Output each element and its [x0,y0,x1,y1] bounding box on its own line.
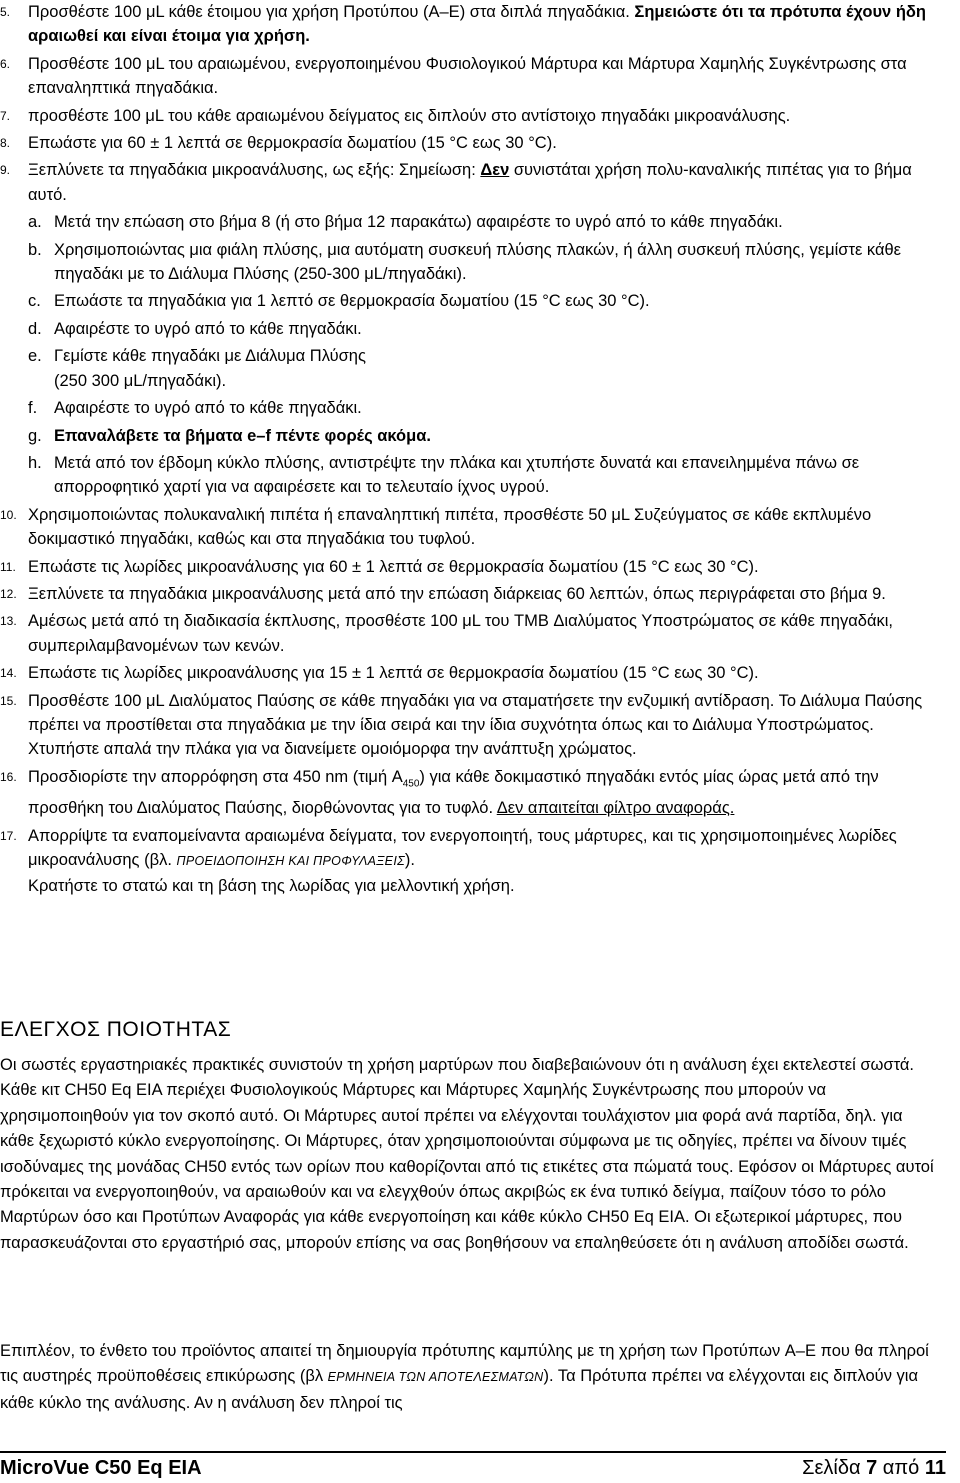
step-number: 13. [0,614,17,629]
substep-9h [0,451,930,500]
substep-9c [0,289,930,313]
step-text: Επωάστε τις λωρίδες μικροανάλυσης για 60 ± 1 λεπτά σε θερμοκρασία δωματίου (15 °C εως 30 °C). [28,557,759,576]
substep-9g [0,424,930,448]
step-14 [0,661,930,685]
step-text: Επωάστε για 60 ± 1 λεπτά σε θερμοκρασία δωματίου (15 °C εως 30 °C). [28,134,557,153]
section-reference: ΠΡΟΕΙΔΟΠΟΙΗΣΗ ΚΑΙ ΠΡΟΦΥΛΑΞΕΙΣ [176,854,405,869]
section-reference: ΕΡΜΗΝΕΙΑ ΤΩΝ ΑΠΟΤΕΛΕΣΜΑΤΩΝ [327,1370,544,1385]
step-text: Ξεπλύνετε τα πηγαδάκια μικροανάλυσης μετά από την επώαση διάρκειας 60 λεπτών, όπως περιγράφεται στο βήμα 9. [28,584,886,603]
substep-letter: e. [28,347,42,366]
step-number: 8. [0,136,11,151]
substep-bold-text: Επαναλάβετε τα βήματα e–f πέντε φορές ακόμα. [54,426,431,445]
step-5 [0,0,930,49]
step-text-line2: Κρατήστε το στατώ και τη βάση της λωρίδας για μελλοντική χρήση. [28,876,515,895]
paragraph-text-cont: ). Τα Πρότυπα πρέπει να ελέγχονται εις διπλούν για κάθε κύκλο της ανάλυσης. Αν η ανάλυση δεν πληροί τις [0,1367,918,1412]
substep-text: Επωάστε τα πηγαδάκια για 1 λεπτό σε θερμοκρασία δωματίου (15 °C εως 30 °C). [54,292,650,311]
step-number: 16. [0,769,17,784]
substep-9b [0,238,930,287]
footer-page-indicator [802,1457,946,1480]
substep-letter: a. [28,213,42,232]
step-12 [0,582,930,606]
absorbance-subscript: 450 [402,778,420,790]
substep-text: Μετά από τον έβδομη κύκλο πλύσης, αντιστρέψτε την πλάκα και χτυπήστε δυνατά και επανειλημμένα πάνω σε απορροφητικό χαρτί για να αφαιρέσετε και το τελευταίο ίχνος υγρού. [54,453,860,497]
substep-9e [0,344,930,393]
step-9 [0,158,930,207]
step-number: 14. [0,666,17,681]
substep-letter: c. [28,292,41,311]
substep-letter: b. [28,240,42,259]
step-text: Ξεπλύνετε τα πηγαδάκια μικροανάλυσης, ως εξής: Σημείωση: [28,161,481,180]
step-6 [0,52,930,101]
step-text: Αμέσως μετά από τη διαδικασία έκπλυσης, προσθέστε 100 μL του TMB Διαλύματος Υποστρώματος σε κάθε πηγαδάκι, συμπεριλαμβανομένων των κενών. [28,612,894,655]
substep-text: Αφαιρέστε το υγρό από το κάθε πηγαδάκι. [54,319,362,338]
substep-letter: f. [28,399,38,418]
footer-divider [0,1451,946,1453]
step-17 [0,824,930,898]
qc-paragraph-2 [0,1339,935,1416]
page-label: Σελίδα [802,1457,861,1479]
step-text-cont: ). [404,851,415,870]
step-text: Προσθέστε 100 μL του αραιωμένου, ενεργοποιημένου Φυσιολογικού Μάρτυρα και Μάρτυρα Χαμηλής Συγκέντρωσης στα επαναληπτικά πηγαδάκια. [28,54,907,98]
step-underlined-note: Δεν απαιτείται φίλτρο αναφοράς. [496,799,735,818]
step-bold-note: Σημειώστε ότι τα πρότυπα έχουν ήδη αραιωθεί και είναι έτοιμα για χρήση. [28,3,926,46]
step-text: Προσδιορίστε την απορρόφηση στα 450 nm (τιμή A [28,767,403,786]
footer-product-name: MicroVue C50 Eq EIA [0,1457,202,1479]
substep-9a [0,210,930,234]
step-text: Επωάστε τις λωρίδες μικροανάλυσης για 15 ± 1 λεπτά σε θερμοκρασία δωματίου (15 °C εως 30 °C). [28,664,759,683]
qc-paragraph-1: Οι σωστές εργαστηριακές πρακτικές συνιστούν τη χρήση μαρτύρων που διαβεβαιώνουν ότι η ανάλυση έχει εκτελεστεί σωστά. Κάθε κιτ CH50 Eq EIA περιέχει Φυσιολογικούς Μάρτυρες και Μάρτυρες Χαμηλής Συγκέντρωσης που μπορούν να χρησιμοποιηθούν για τον σκοπό αυτό. Οι Μάρτυρες αυτοί πρέπει να ελέγχονται τουλάχιστον μια φορά ανά παρτίδα, δηλ. για κάθε ξεχωριστό κύκλο ενεργοποίησης. Οι Μάρτυρες, όταν χρησιμοποιούνται σύμφωνα με τις οδηγίες, πρέπει να δίνουν τιμές ισοδύναμες της μονάδας CH50 εντός των ορίων που καθορίζονται από τις ετικέτες στα πώματά τους. Εφόσον οι Μάρτυρες αυτοί πρόκειται να ενεργοποιηθούν, να αραιωθούν και να ελεγχθούν όπως ακριβώς εκ ένα τυπικό δείγμα, παίζουν τόσο το ρόλο Μαρτύρων όσο και Προτύπων Αναφοράς για κάθε ενεργοποίηση και κάθε κύκλο CH50 Eq EIA. Οι εξωτερικοί μάρτυρες, που παρασκευάζονται στο εργαστήριό σας, μπορούν επίσης να σας βοηθήσουν να επαληθεύσετε ότι η ανάλυση αποδίδει σωστά. [0,1056,934,1252]
step-10 [0,503,930,552]
step-number: 12. [0,586,17,601]
section-heading-quality-control: ΕΛΕΓΧΟΣ ΠΟΙΟΤΗΤΑΣ [0,1018,232,1041]
step-text: Προσθέστε 100 μL Διαλύματος Παύσης σε κάθε πηγαδάκι για να σταματήσετε την ενζυμική αντίδραση. Το Διάλυμα Παύσης πρέπει να προστίθεται στα πηγαδάκια με την ίδια σειρά και την ίδια συχνότητα όπως και το Διάλυμα Υποστρώματος. Χτυπήστε απαλά την πλάκα για να διανείμετε ομοιόμορφα την ανάπτυξη χρώματος. [28,691,923,759]
substep-text: Αφαιρέστε το υγρό από το κάθε πηγαδάκι. [54,399,362,418]
step-text: Χρησιμοποιώντας πολυκαναλική πιπέτα ή επαναληπτική πιπέτα, προσθέστε 50 μL Συζεύγματος σε κάθε εκπλυμένο δοκιμαστικό πηγαδάκι, καθώς και στα πηγαδάκια του τυφλού. [28,505,872,549]
substep-9d [0,317,930,341]
step-text-cont: ) για κάθε δοκιμαστικό πηγαδάκι εντός μίας ώρας μετά από την προσθήκη του Διαλύματος Παύσης, διορθώνοντας για το τυφλό. [28,767,879,818]
step-16 [0,765,930,821]
step-text: Προσθέστε 100 μL κάθε έτοιμου για χρήση Προτύπου (A–E) στα διπλά πηγαδάκια. [28,3,635,21]
substep-text: Γεμίστε κάθε πηγαδάκι με Διάλυμα Πλύσης [54,347,366,366]
substep-text-line2: (250 300 μL/πηγαδάκι). [54,371,227,390]
step-number: 11. [0,559,16,574]
step-number: 6. [0,56,11,71]
substep-letter: g. [28,426,42,445]
substep-letter: d. [28,319,42,338]
substep-9f [0,396,930,420]
page-number: 7 [866,1457,878,1479]
step-number: 17. [0,828,17,843]
step-11 [0,555,930,579]
step-number: 5. [0,5,11,19]
step-15 [0,689,930,762]
substep-text: Μετά την επώαση στο βήμα 8 (ή στο βήμα 12 παρακάτω) αφαιρέστε το υγρό από το κάθε πηγαδάκι. [54,213,783,232]
step-13 [0,609,930,658]
step-text: προσθέστε 100 μL του κάθε αραιωμένου δείγματος εις διπλούν στο αντίστοιχο πηγαδάκι μικροανάλυσης. [28,106,791,125]
step-text: Απορρίψτε τα εναπομείναντα αραιωμένα δείγματα, τον ενεργοποιητή, τους μάρτυρες, και τις χρησιμοποιημένες λωρίδες μικροανάλυσης (βλ. [28,826,897,870]
step-number: 9. [0,163,11,178]
step-number: 10. [0,507,17,522]
step-emphasis: Δεν [480,161,510,180]
of-label: από [882,1457,920,1479]
paragraph-text: Επιπλέον, το ένθετο του προϊόντος απαιτεί τη δημιουργία πρότυπης καμπύλης με τη χρήση των Προτύπων A–E που θα πληροί τις αυστηρές προϋποθέσεις επικύρωσης (βλ [0,1342,929,1386]
step-number: 15. [0,693,17,708]
page-total: 11 [924,1457,946,1479]
step-8 [0,131,930,155]
substep-text: Χρησιμοποιώντας μια φιάλη πλύσης, μια αυτόματη συσκευή πλύσης πλακών, ή άλλη συσκευή πλύσης, γεμίστε κάθε πηγαδάκι με το Διάλυμα Πλύσης (250-300 μL/πηγαδάκι). [54,240,902,284]
step-7 [0,104,930,128]
substep-letter: h. [28,453,42,472]
step-text-cont: συνιστάται χρήση πολυ-καναλικής πιπέτας για το βήμα αυτό. [28,161,912,204]
step-number: 7. [0,108,11,123]
